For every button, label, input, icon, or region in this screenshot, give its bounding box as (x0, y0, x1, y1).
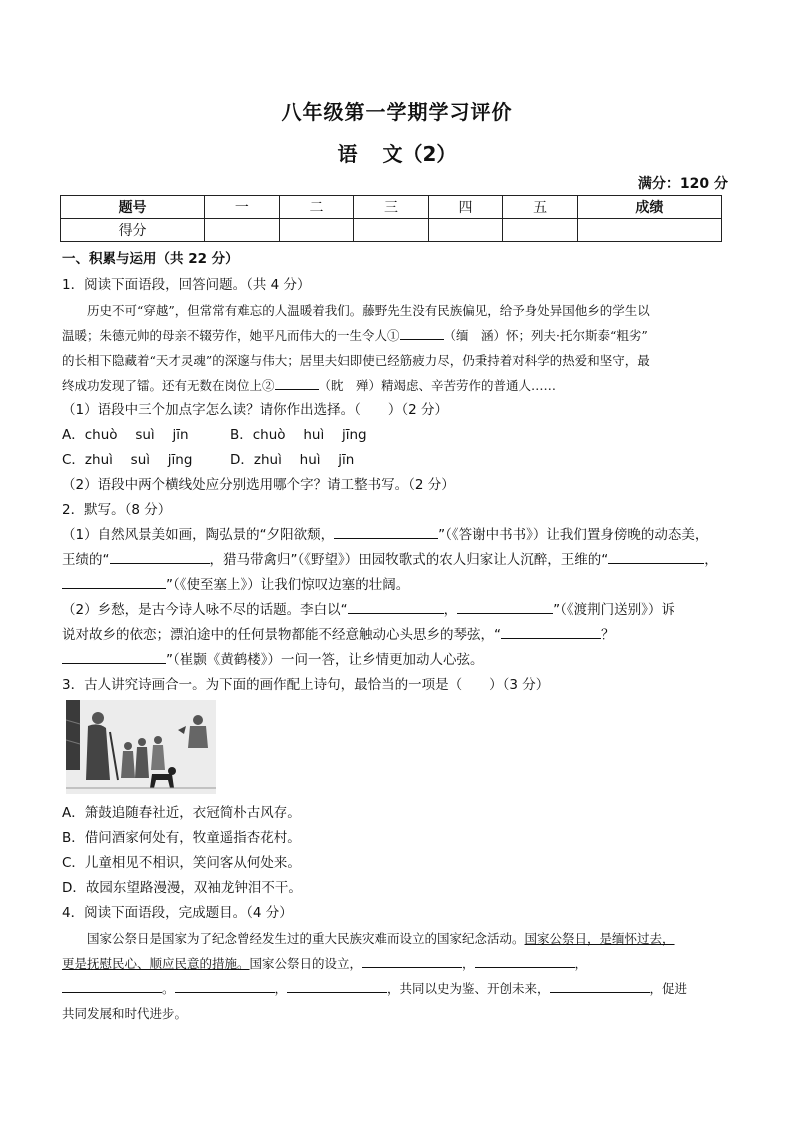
q2-blank[interactable] (62, 649, 166, 664)
q2-text: ”（崔颢《黄鹤楼》）一问一答，让乡情更加动人心弦。 (166, 652, 484, 668)
q2-blank[interactable] (608, 549, 704, 564)
score-input-cell[interactable] (205, 219, 280, 242)
passage-line (62, 373, 732, 398)
q2-line (62, 623, 732, 648)
passage-text: 。 (162, 981, 175, 996)
passage-line: 历史不可“穿越”，但常常有难忘的人温暖着我们。藤野先生没有民族偏见，给予身处异国他乡的学生以 (87, 303, 650, 318)
score-table-header-row (61, 196, 722, 219)
exam-title: 八年级第一学期学习评价 (281, 100, 513, 124)
q2-text: （1）自然风景美如画，陶弘景的“夕阳欲颓， (62, 527, 335, 543)
score-input-cell[interactable] (279, 219, 354, 242)
q2-blank[interactable] (457, 599, 553, 614)
q2-line (62, 648, 732, 673)
q4-blank[interactable] (550, 978, 650, 993)
option-c[interactable]: C．zhuì suì jīng (62, 452, 193, 468)
score-table (60, 195, 722, 242)
q1-passage (62, 298, 732, 398)
q4-blank[interactable] (287, 978, 387, 993)
score-cell: 成绩 (577, 196, 721, 219)
passage-text: 温暖；朱德元帅的母亲不辍劳作，她平凡而伟大的一生令人① (62, 328, 400, 343)
blank-1[interactable] (400, 325, 444, 340)
score-cell: 三 (354, 196, 429, 219)
q2-line (62, 548, 732, 573)
option-d[interactable]: D．zhuì huì jīn (230, 452, 355, 468)
score-input-cell[interactable] (503, 219, 578, 242)
score-input-cell[interactable] (577, 219, 721, 242)
passage-text: ， (462, 956, 475, 971)
q3-option-a[interactable]: A．箫鼓追随春社近，衣冠简朴古风存。 (62, 805, 301, 821)
q2-text: ， (443, 602, 458, 618)
q2-text: 说对故乡的依恋；漂泊途中的任何景物都能不经意触动心头思乡的琴弦，“ (62, 627, 501, 643)
q1-stem: 1．阅读下面语段，回答问题。（共 4 分） (62, 277, 311, 293)
blank-2[interactable] (275, 375, 319, 390)
q4-blank[interactable] (362, 953, 462, 968)
passage-line: 共同发展和时代进步。 (62, 1006, 188, 1021)
score-cell: 题号 (61, 196, 205, 219)
score-cell: 二 (279, 196, 354, 219)
score-input-cell[interactable] (428, 219, 503, 242)
full-score: 满分：120 分 (637, 176, 728, 192)
section-heading: 一、积累与运用（共 22 分） (62, 251, 239, 267)
passage-text: ， (574, 956, 588, 971)
score-cell: 五 (503, 196, 578, 219)
q2-stem: 2．默写。（8 分） (62, 502, 172, 518)
underlined-text: 更是抚慰民心、顺应民意的措施。 (62, 956, 250, 971)
option-a[interactable]: A．chuò suì jīn (62, 427, 189, 443)
underlined-text: 国家公祭日，是缅怀过去， (524, 931, 675, 946)
q3-option-d[interactable]: D．故园东望路漫漫，双袖龙钟泪不干。 (62, 880, 302, 896)
q2-text: ”（《使至塞上》）让我们惊叹边塞的壮阔。 (166, 577, 410, 593)
q1-options-row1 (62, 423, 732, 448)
q2-text: ”（《答谢中书书》）让我们置身傍晚的动态美， (438, 527, 709, 543)
option-b[interactable]: B．chuò huì jīng (230, 427, 367, 443)
passage-line (62, 926, 732, 951)
score-cell: 得分 (61, 219, 205, 242)
score-table-score-row (61, 219, 722, 242)
passage-text: （眈 殚）精竭虑、辛苦劳作的普通人…… (318, 378, 557, 393)
score-input-cell[interactable] (354, 219, 429, 242)
passage-line (62, 951, 732, 976)
q2-text: ，猎马带禽归”（《野望》）田园牧歌式的农人归家让人沉醉，王维的“ (209, 552, 609, 568)
q4-blank[interactable] (175, 978, 275, 993)
painting-image (66, 700, 216, 794)
score-cell: 四 (428, 196, 503, 219)
passage-line (62, 323, 732, 348)
q2-text: （2）乡愁，是古今诗人咏不尽的话题。李白以“ (62, 602, 348, 618)
q1-sub1: （1）语段中三个加点字怎么读？请你作出选择。（ ）（2 分） (62, 402, 448, 418)
q2-blank[interactable] (110, 549, 210, 564)
q3-option-b[interactable]: B．借问酒家何处有，牧童遥指杏花村。 (62, 830, 301, 846)
q2-part1 (62, 523, 732, 598)
q2-blank[interactable] (334, 524, 438, 539)
q4-passage (62, 926, 732, 1026)
q3-option-c[interactable]: C．儿童相见不相识，笑问客从何处来。 (62, 855, 301, 871)
q2-blank[interactable] (501, 624, 601, 639)
passage-text: 终成功发现了镭。还有无数在岗位上② (62, 378, 275, 393)
passage-text: （缅 涵）怀；列夫·托尔斯泰“粗劣” (443, 328, 648, 343)
passage-line (62, 976, 732, 1001)
passage-text: ，共同以史为鉴、开创未来， (387, 981, 550, 996)
q3-stem: 3．古人讲究诗画合一。为下面的画作配上诗句，最恰当的一项是（ ）（3 分） (62, 677, 550, 693)
q2-line (62, 598, 732, 623)
passage-line: 的长相下隐藏着“天才灵魂”的深邃与伟大；居里夫妇即使已经筋疲力尽，仍秉持着对科学的热爱和坚守，最 (62, 353, 650, 368)
passage-text: 国家公祭日的设立， (249, 956, 363, 971)
passage-text: 国家公祭日是国家为了纪念曾经发生过的重大民族灾难而设立的国家纪念活动。 (87, 931, 525, 946)
q2-text: ？ (601, 627, 615, 643)
q4-blank[interactable] (62, 978, 162, 993)
q2-text: ”（《渡荆门送别》）诉 (553, 602, 675, 618)
q2-blank[interactable] (348, 599, 444, 614)
q2-text: 王绩的“ (62, 552, 110, 568)
q2-blank[interactable] (62, 574, 166, 589)
q1-options-row2 (62, 448, 732, 473)
q2-part2 (62, 598, 732, 673)
q2-text: ， (704, 552, 718, 568)
q1-sub2: （2）语段中两个横线处应分别选用哪个字？请工整书写。（2 分） (62, 477, 455, 493)
q4-blank[interactable] (475, 953, 575, 968)
subject-title: 语 文（2） (337, 142, 457, 166)
passage-text: ，促进 (649, 981, 688, 996)
q2-line (62, 573, 732, 598)
painting-illustration (66, 700, 216, 794)
q2-line (62, 523, 732, 548)
passage-text: ， (274, 981, 288, 996)
score-cell: 一 (205, 196, 280, 219)
q4-stem: 4．阅读下面语段，完成题目。（4 分） (62, 905, 293, 921)
